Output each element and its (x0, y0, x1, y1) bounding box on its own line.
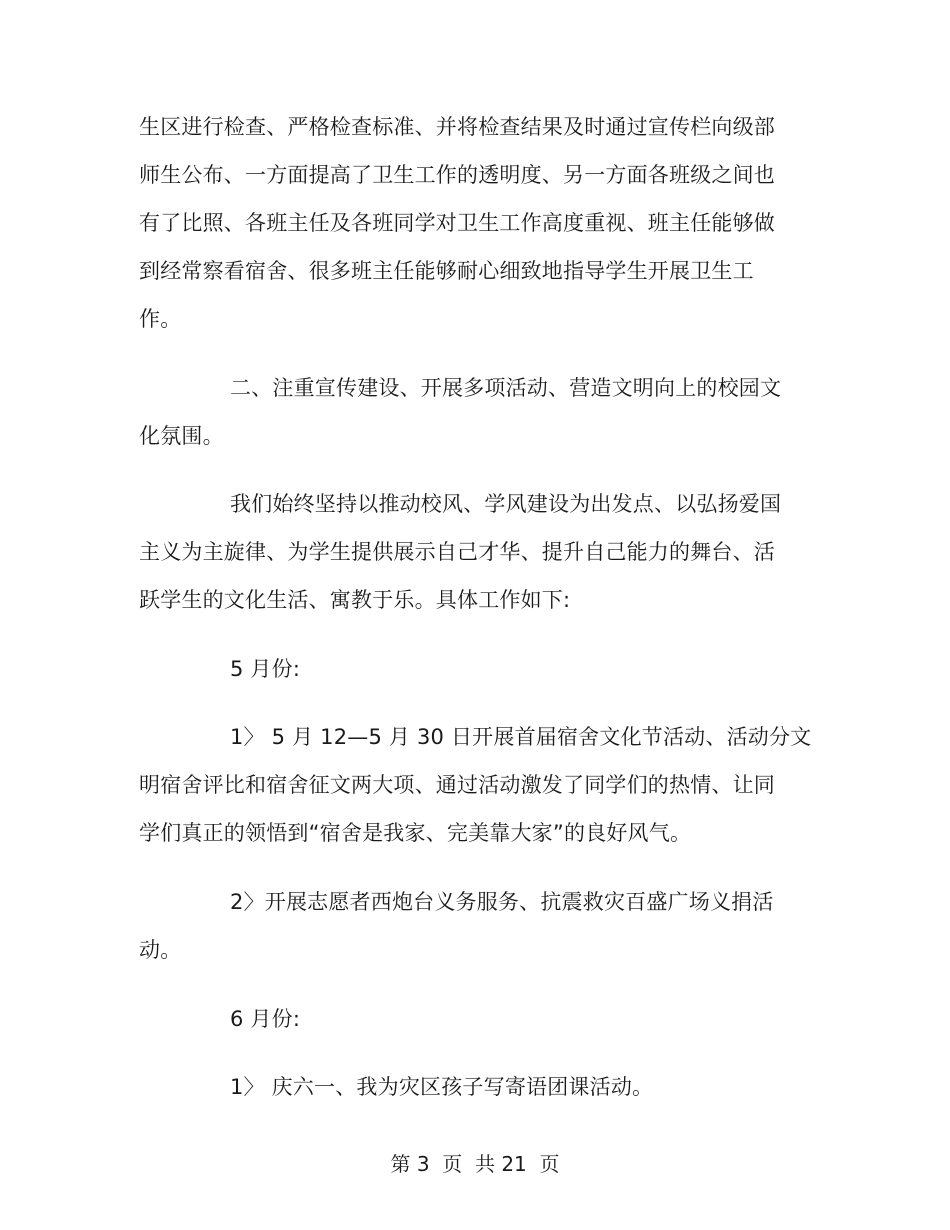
list-item-line: 明宿舍评比和宿舍征文两大项、通过活动激发了同学们的热情、让同 (139, 773, 775, 797)
paragraph-line: 师生公布、一方面提高了卫生工作的透明度、另一方面各班级之间也 (139, 163, 775, 187)
list-item-line: 2〉开展志愿者西炮台义务服务、抗震救灾百盛广场义捐活 (230, 890, 774, 914)
section-heading-line: 化氛围。 (139, 424, 224, 448)
list-item-line: 学们真正的领悟到“宿舍是我家、完美靠大家”的良好风气。 (139, 821, 692, 845)
paragraph-line: 跃学生的文化生活、寓教于乐。具体工作如下: (139, 588, 571, 612)
page-number-footer: 第 3 页 共 21 页 (390, 1152, 560, 1176)
list-item-line: 1〉 5 月 12—5 月 30 日开展首届宿舍文化节活动、活动分文 (230, 725, 812, 749)
paragraph-line: 作。 (139, 307, 182, 331)
list-item-line: 动。 (139, 938, 182, 962)
paragraph-line: 我们始终坚持以推动校风、学风建设为出发点、以弘扬爱国 (230, 492, 782, 516)
month-heading: 5 月份: (230, 657, 301, 681)
paragraph-line: 到经常察看宿舍、很多班主任能够耐心细致地指导学生开展卫生工 (139, 259, 754, 283)
list-item-line: 1〉 庆六一、我为灾区孩子写寄语团课活动。 (230, 1075, 654, 1099)
section-heading-line: 二、注重宣传建设、开展多项活动、营造文明向上的校园文 (230, 376, 782, 400)
paragraph-line: 生区进行检查、严格检查标准、并将检查结果及时通过宣传栏向级部 (139, 115, 775, 139)
paragraph-line: 主义为主旋律、为学生提供展示自己才华、提升自己能力的舞台、活 (139, 540, 775, 564)
paragraph-line: 有了比照、各班主任及各班同学对卫生工作高度重视、班主任能够做 (139, 211, 775, 235)
month-heading: 6 月份: (230, 1007, 301, 1031)
